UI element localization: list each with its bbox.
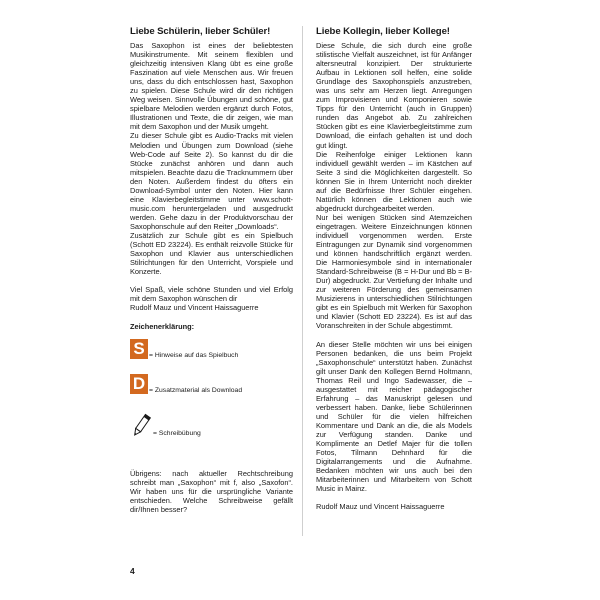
student-letter-title: Liebe Schülerin, lieber Schüler! — [130, 26, 271, 37]
teacher-letter-thanks: An dieser Stelle möchten wir uns bei einigen Personen bedanken, die uns beim Projekt „Saxophonschule“ unterstützt haben. Zunächst gilt unser Dank den Kollegen Bernd Holtmann, Thomas Reil und Ingo Sadewasser, die – ausgestattet mit reicher pädagogischer Erfahrung – das Manuskript gelesen und verbessert haben. Danke, liebe Schülerinnen und Schüler für die vielen hilfreichen Kommentare und Dank an die, die als Models zur Verfügung standen. Danke und Komplimente an Detlef Majer für die tollen Fotos, Tilmann Dehnhard für die Digitalarrangements und die Aufnahme. Bedanken möchten wir uns auch bei den Mitarbeiterinnen und Mitarbeitern von Schott Music in Mainz. — [316, 339, 472, 494]
download-icon: D — [130, 374, 148, 396]
student-letter-signature: Rudolf Mauz und Vincent Haissaguerre — [130, 303, 259, 313]
legend-label-schreibuebung: = Schreibübung — [153, 430, 201, 437]
teacher-letter-title: Liebe Kollegin, lieber Kollege! — [316, 26, 450, 37]
legend-label-download: = Zusatzmaterial als Download — [149, 387, 243, 394]
page-number: 4 — [130, 566, 135, 576]
legend-item-download — [130, 374, 242, 396]
teacher-letter — [316, 26, 472, 511]
student-letter — [130, 26, 293, 312]
legend-item-spielbuch — [130, 339, 238, 361]
teacher-letter-concept: Diese Schule, die sich durch eine große stilistische Vielfalt auszeichnet, ist für Anfänger altersneutral konzipiert. Der strukturierte Aufbau in Lektionen soll helfen, eine solide Grundlage des Saxophonspiels anzustreben, was uns sehr am Herzen liegt. Anregungen zum Improvisieren und Komponieren sowie Tipps für den Unterricht (auch in Gruppen) runden das Angebot ab. Zu zahlreichen Stücken gibt es eine Klavierbegleitstimme zum Download, die einfach gehalten ist und doch gut klingt. — [316, 41, 472, 150]
spielbuch-icon: S — [130, 339, 148, 361]
student-letter-spielbuch: Zusätzlich zur Schule gibt es ein Spielbuch (Schott ED 23224). Es enthält reizvolle Stücke für Saxophon und Klavier aus unterschiedlichen Stilrichtungen für den Unterricht, Vorspiele und Konzerte. — [130, 230, 293, 277]
spelling-note: Übrigens: nach aktueller Rechtschreibung schreibt man „Saxophon“ mit f, also „Saxofon“. Wir haben uns für die ursprüngliche Variante entschieden. Welche Schreibweise gefällt dir/Ihnen besser? — [130, 469, 293, 515]
student-letter-closing: Viel Spaß, viele schöne Stunden und viel Erfolg mit dem Saxophon wünschen dir — [130, 285, 293, 304]
legend-item-schreibuebung — [130, 413, 201, 439]
student-letter-intro: Das Saxophon ist eines der beliebtesten Musikinstrumente. Mit seinem flexiblen und gleichzeitig intensiven Klang übt es eine große Faszination auf viele Menschen aus. Wir freuen uns, dass du dich entschlossen hast, Saxophon zu spielen. Diese Schule wird dir den richtigen Weg weisen. Sinnvolle Übungen und schöne, gut spielbare Melodien werden ergänzt durch Fotos, Illustrationen und Texte, die dir zeigen, wie man mit dem Saxophon und der Musik umgeht. — [130, 41, 293, 132]
teacher-letter-order: Die Reihenfolge einiger Lektionen kann individuell gewählt werden – im Kästchen auf Seite 3 sind die Möglichkeiten dargestellt. So können Sie in Ihrem Unterricht noch direkter auf die Bedürfnisse Ihrer Schüler eingehen. Natürlich können die Lektionen auch wie abgedruckt durchgearbeitet werden. — [316, 149, 472, 213]
legend-title: Zeichenerklärung: — [130, 322, 195, 331]
legend-label-spielbuch: = Hinweise auf das Spielbuch — [149, 352, 239, 359]
student-letter-audio: Zu dieser Schule gibt es Audio-Tracks mit vielen Melodien und Übungen zum Download (siehe Web-Code auf Seite 2). So kannst du dir die Stücke zunächst anhören und dann auch mitspielen. Beachte dazu die Tracknummern über den Noten. Außerdem findest du öfters ein Download-Symbol unter den Noten. Hier kann eine Klavierbegleitstimme unter www.schott-music.com heruntergeladen und ausgedruckt werden. Gehe dazu in der Produktvorschau der Saxophonschule auf den Reiter „Downloads“. — [130, 131, 293, 231]
column-divider — [302, 26, 303, 536]
teacher-letter-signature: Rudolf Mauz und Vincent Haissaguerre — [316, 502, 445, 512]
pencil-icon — [130, 413, 152, 439]
teacher-letter-markings: Nur bei wenigen Stücken sind Atemzeichen eingetragen. Weitere Einzeichnungen können individuell vorgenommen werden. Erste Eintragungen zur Dynamik sind vorgenommen und können handschriftlich ergänzt werden. Die Harmoniesymbole sind in internationaler Standard-Schreibweise (B = H-Dur und Bb = B-Dur) abgedruckt. Zur Vertiefung der Inhalte und zur weiteren Förderung des gemeinsamen Musizierens in unterschiedlichen Stilrichtungen gibt es ein Spielbuch mit Werken für Saxophon und Klavier (Schott ED 23224). Es ist auf das Voranschreiten in der Schule abgestimmt. — [316, 212, 472, 331]
